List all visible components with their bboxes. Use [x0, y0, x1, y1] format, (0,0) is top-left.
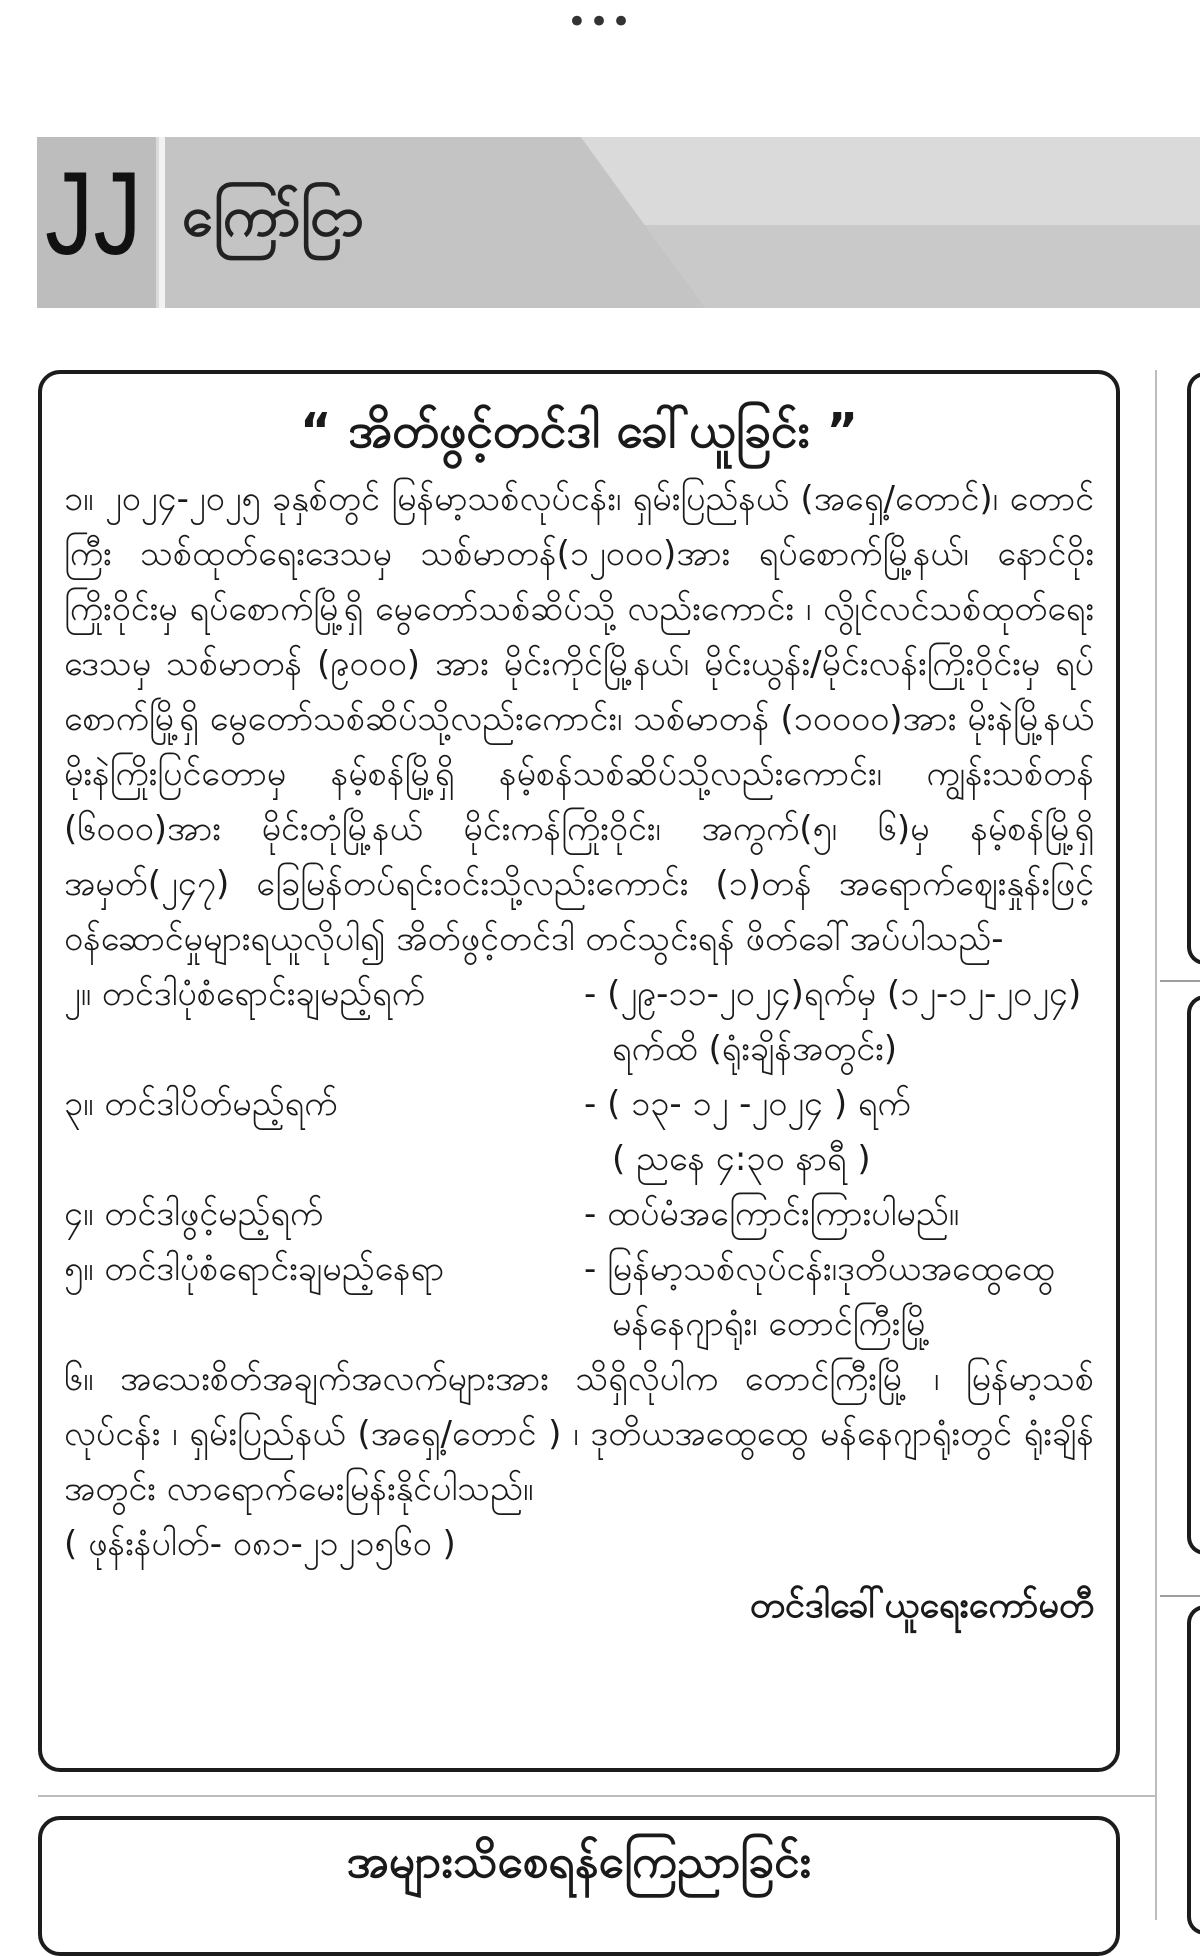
detail-value-line: - (၂၉-၁၁-၂၀၂၄)ရက်မှ (၁၂-၁၂-၂၀၂၄) [584, 974, 1082, 1015]
notice-title: “ အိတ်ဖွင့်တင်ဒါ ခေါ်ယူခြင်း ” [299, 403, 859, 459]
section-divider [38, 1795, 1155, 1797]
detail-label: ၅။ တင်ဒါပုံစံရောင်းချမည့်နေရာ [64, 1249, 445, 1290]
section-title: ကြော်ငြာ [182, 184, 365, 249]
public-notice [38, 1816, 1120, 1956]
detail-label: ၂။ တင်ဒါပုံစံရောင်းချမည့်ရက် [64, 974, 425, 1015]
notice-body: ၁။ ၂၀၂၄-၂၀၂၅ ခုနှစ်တွင် မြန်မာ့သစ်လုပ်ငန်း၊ ရှမ်းပြည်နယ် (အရှေ့/တောင်)၊ တောင်ကြီး သစ်ထုတ်ရေးဒေသမှ သစ်မာတန်(၁၂၀၀၀)အား ရပ်စောက်မြို့နယ်၊ နောင်ဝိုးကြိုးဝိုင်းမှ ရပ်စောက်မြို့ရှိ မွေတော်သစ်ဆိပ်သို့ လည်းကောင်း ၊ လွိုင်လင်သစ်ထုတ်ရေးဒေသမှ သစ်မာတန် (၉၀၀၀) အား မိုင်းကိုင်မြို့နယ်၊ မိုင်းယွန်း/မိုင်းလန်းကြိုးဝိုင်းမှ ရပ်စောက်မြို့ရှိ မွေတော်သစ်ဆိပ်သို့လည်းကောင်း၊ သစ်မာတန် (၁၀၀၀၀)အား မိုးနဲမြို့နယ် မိုးနဲကြိုးပြင်တောမှ နမ့်စန်မြို့ရှိ နမ့်စန်သစ်ဆိပ်သို့လည်းကောင်း၊ ကျွန်းသစ်တန် (၆၀၀၀)အား မိုင်းတုံမြို့နယ် မိုင်းကန်ကြိုးဝိုင်း၊ အကွက်(၅၊ ၆)မှ နမ့်စန်မြို့ရှိ အမှတ်(၂၄၇) ခြေမြန်တပ်ရင်းဝင်းသို့လည်းကောင်း (၁)တန် အရောက်ဈေးနှုန်းဖြင့် ဝန်ဆောင်မှုများရယူလိုပါ၍ အိတ်ဖွင့်တင်ဒါ တင်သွင်းရန် ဖိတ်ခေါ်အပ်ပါသည်- [64, 479, 1094, 960]
detail-label: ၃။ တင်ဒါပိတ်မည့်ရက် [64, 1084, 338, 1125]
detail-value-line: - ထပ်မံအကြောင်းကြားပါမည်။ [584, 1194, 959, 1235]
detail-value-line: မန်နေဂျာရုံး၊ တောင်ကြီးမြို့ [612, 1304, 931, 1345]
more-indicator: ••• [566, 2, 634, 42]
adjacent-notice-edge [1187, 995, 1200, 1555]
header-divider [159, 137, 165, 308]
right-column-rule [1160, 980, 1200, 982]
tender-notice [38, 370, 1120, 1772]
detail-row-close-date [64, 1077, 1094, 1187]
detail-label: ၄။ တင်ဒါဖွင့်မည့်ရက် [64, 1194, 324, 1235]
detail-value-line: ရက်ထိ (ရုံးချိန်အတွင်း) [612, 1029, 898, 1070]
detail-row-open-date [64, 1187, 1094, 1242]
page-number: JJ [45, 148, 142, 280]
adjacent-notice-edge [1187, 1605, 1200, 1935]
detail-value [584, 967, 1094, 1077]
detail-value [584, 1187, 1094, 1242]
notice-contact: ၆။ အသေးစိတ်အချက်အလက်များအား သိရှိလိုပါက တောင်ကြီးမြို့ ၊ မြန်မာ့သစ်လုပ်ငန်း ၊ ရှမ်းပြည်နယ် (အရှေ့/တောင် ) ၊ ဒုတိယအထွေထွေ မန်နေဂျာရုံးတွင် ရုံးချိန်အတွင်း လာရောက်မေးမြန်းနိုင်ပါသည်။ [64, 1359, 1094, 1510]
detail-row-sale-location [64, 1242, 1094, 1352]
notice-signature: တင်ဒါခေါ်ယူရေးကော်မတီ [749, 1585, 1094, 1627]
detail-value-line: - မြန်မာ့သစ်လုပ်ငန်း၊ဒုတိယအထွေထွေ [584, 1249, 1055, 1290]
detail-value [584, 1077, 1094, 1187]
section-header [37, 137, 1200, 308]
detail-value-line: ( ညနေ ၄:၃၀ နာရီ ) [612, 1139, 871, 1180]
column-divider [1155, 370, 1157, 1920]
right-column-rule [1160, 1595, 1200, 1597]
notice-phone: ( ဖုန်းနံပါတ်- ၀၈၁-၂၁၂၁၅၆၀ ) [64, 1524, 456, 1565]
public-notice-title: အများသိစေရန်ကြေညာခြင်း [346, 1834, 812, 1888]
detail-row-sale-date [64, 967, 1094, 1077]
detail-value [584, 1242, 1094, 1352]
detail-value-line: - ( ၁၃- ၁၂ -၂၀၂၄ ) ရက် [584, 1084, 911, 1125]
adjacent-notice-edge [1187, 372, 1200, 965]
